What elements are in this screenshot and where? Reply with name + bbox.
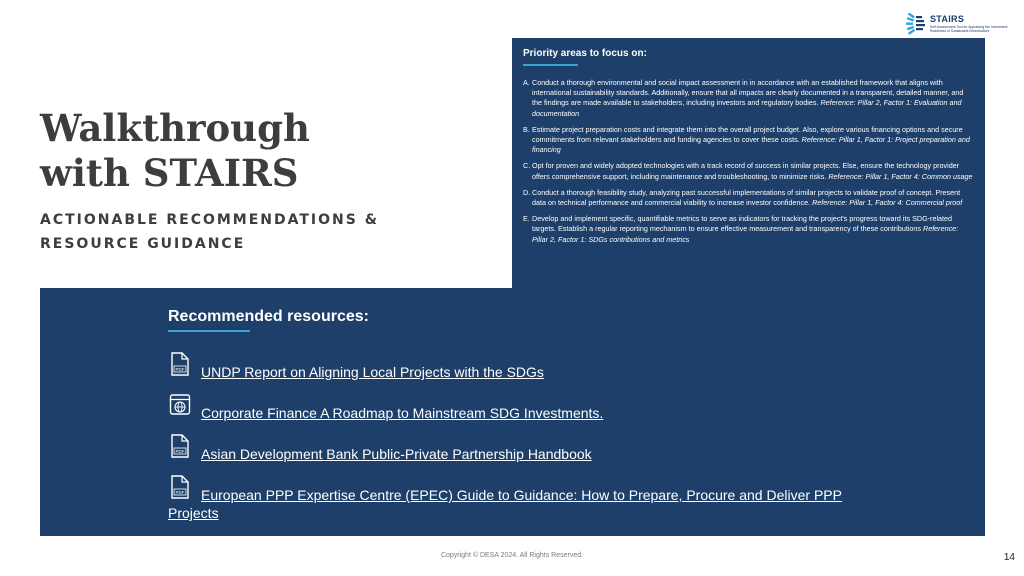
priority-areas-panel <box>512 38 985 288</box>
priority-item-reference: Reference: Pillar 2, Factor 1: SDGs contributions and metrics <box>532 224 959 244</box>
logo-name: STAIRS <box>930 13 965 24</box>
page-subtitle-line-2: RESOURCE GUIDANCE <box>40 236 246 252</box>
priority-item-text: Conduct a thorough environmental and social impact assessment in in accordance with an established framework that aligns with international sustainability standards. Additionally, ensure that all impacts are clearly documented in a transparent, detailed manner, and the findings are made available to stakeholders, including investors and regulatory bodies. <box>532 78 964 108</box>
recommended-resources-panel <box>40 288 985 536</box>
priority-item-text: Conduct a thorough feasibility study, analyzing past successful implementations of similar projects to validate proof of concept. Present data on technical performance and commercial viability to increase investor confidence. <box>532 187 961 208</box>
svg-text:PDF: PDF <box>175 490 185 495</box>
priority-item-e <box>523 214 975 245</box>
priority-item-c <box>523 161 975 181</box>
resource-link-label: UNDP Report on Aligning Local Projects with the SDGs <box>201 364 544 380</box>
resource-link-label: Asian Development Bank Public-Private Partnership Handbook <box>201 446 592 462</box>
priority-item-letter: C. <box>523 161 531 171</box>
priority-item-letter: A. <box>523 78 530 87</box>
priority-list <box>523 78 975 251</box>
resource-link-label: European PPP Expertise Centre (EPEC) Guide to Guidance: How to Prepare, Procure and Deliver PPP Projects <box>168 487 842 521</box>
page-title-line-1: Walkthrough <box>40 106 310 150</box>
page-title <box>40 106 310 196</box>
priority-item-reference: Reference: Pillar 1, Factor 4: Commercial proof <box>812 198 963 208</box>
stairs-logo-icon <box>906 13 926 35</box>
priority-item-text: Estimate project preparation costs and integrate them into the overall project budget. Also, explore various financing options and secure commitments from relevant stakeholders and funding agencies to cover these costs. <box>532 124 963 145</box>
priority-item-a <box>523 78 975 119</box>
resource-item-adb <box>168 445 888 463</box>
resources-title-underline <box>168 330 250 332</box>
priority-item-reference: Reference: Pillar 1, Factor 1: Project preparation and financing <box>532 135 970 155</box>
priority-item-letter: E. <box>523 214 530 224</box>
stairs-logo <box>906 10 1018 38</box>
copyright-notice: Copyright © DESA 2024. All Rights Reserved. <box>440 552 584 559</box>
priority-item-b <box>523 125 975 156</box>
priority-item-reference: Reference: Pillar 2, Factor 1: Evaluation and documentation <box>532 98 962 118</box>
svg-text:PDF: PDF <box>175 367 185 372</box>
page-number: 14 <box>1003 552 1015 563</box>
resource-item-undp <box>168 363 888 381</box>
resources-title: Recommended resources: <box>168 308 369 325</box>
svg-text:PDF: PDF <box>175 449 185 454</box>
pdf-file-icon <box>169 352 191 376</box>
priority-item-reference: Reference: Pillar 1, Factor 4: Common usage <box>828 171 973 181</box>
pdf-file-icon <box>169 434 191 458</box>
resource-link-epec[interactable] <box>168 487 842 521</box>
priority-item-letter: B. <box>523 124 530 134</box>
logo-tagline: Self-Assessment Tool for Appraising the Investment Readiness of Sustainable Infrastructure <box>930 24 1008 33</box>
resource-link-corporate-finance[interactable] <box>168 405 603 421</box>
priority-item-text: Develop and implement specific, quantifiable metrics to serve as indicators for tracking the project's progress toward its SDG-related targets. Establish a regular reporting mechanism to ensure effective measurement and transparency of these contributions <box>532 214 953 234</box>
priority-item-d <box>523 188 975 208</box>
resource-link-adb[interactable] <box>168 446 592 462</box>
priority-item-letter: D. <box>523 187 531 197</box>
resource-link-label: Corporate Finance A Roadmap to Mainstream SDG Investments. <box>201 405 604 421</box>
page-subtitle <box>40 208 379 256</box>
priority-areas-title: Priority areas to focus on: <box>523 48 647 59</box>
page-title-line-2: with STAIRS <box>40 151 299 195</box>
web-globe-icon <box>169 393 191 417</box>
pdf-file-icon <box>169 475 191 499</box>
priority-item-text: Opt for proven and widely adopted technologies with a track record of success in similar projects. Else, ensure the technology provider offers comprehensive support, including maintenance and troubleshooting, to minimize risks. <box>532 161 960 181</box>
page-subtitle-line-1: ACTIONABLE RECOMMENDATIONS & <box>40 212 379 228</box>
resource-item-epec <box>168 486 888 522</box>
resource-item-corporate-finance <box>168 404 888 422</box>
priority-title-underline <box>523 64 578 66</box>
resource-link-undp[interactable] <box>168 364 544 380</box>
